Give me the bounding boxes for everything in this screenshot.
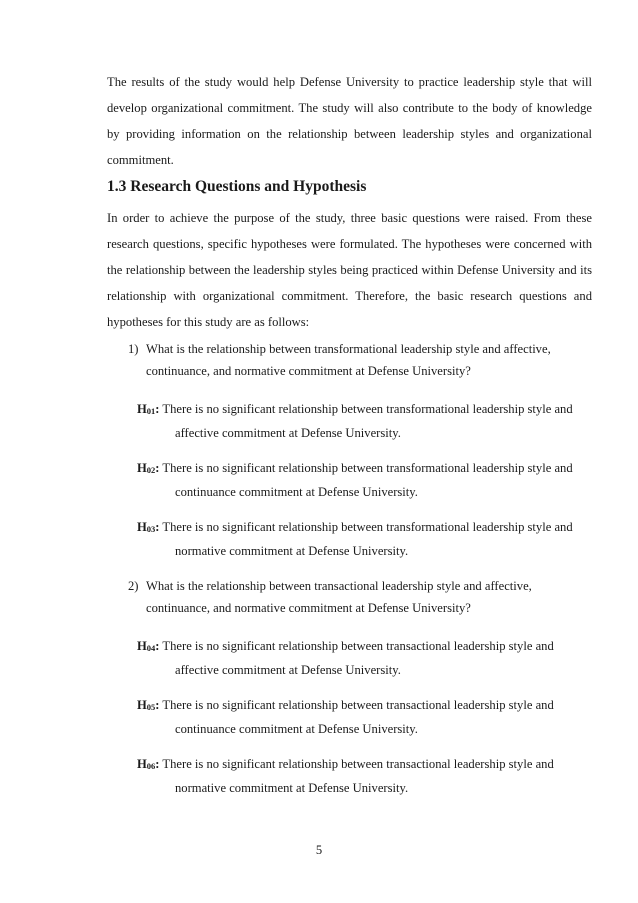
hypothesis-text-line1: There is no significant relationship between transformational leadership style and [162, 461, 573, 475]
hypothesis-h06 [137, 753, 592, 799]
question-number: 2) [128, 579, 139, 593]
intro-paragraph: The results of the study would help Defense University to practice leadership style that will develop organizational commitment. The study will also contribute to the body of knowledge by providing information on the relationship between leadership styles and organizational commitment. [107, 75, 592, 167]
question-text-line1: What is the relationship between transactional leadership style and affective, [146, 579, 532, 593]
hypothesis-h02 [137, 457, 592, 503]
hypothesis-text-line1: There is no significant relationship between transactional leadership style and [162, 698, 554, 712]
hypothesis-text-line2: affective commitment at Defense University. [175, 426, 401, 440]
hypothesis-text-line1: There is no significant relationship between transformational leadership style and [162, 402, 573, 416]
hypothesis-text-line1: There is no significant relationship between transactional leadership style and [162, 639, 554, 653]
hypothesis-code: $H_{04}$: [137, 639, 160, 653]
hypothesis-text-line2: normative commitment at Defense University. [175, 781, 409, 795]
hypothesis-h01 [137, 398, 592, 444]
section-heading: 1.3 Research Questions and Hypothesis [107, 178, 367, 195]
hypothesis-code: $H_{02}$: [137, 461, 160, 475]
hypothesis-text-line2: affective commitment at Defense University. [175, 663, 401, 677]
research-question-1 [128, 338, 592, 382]
question-text-line2: continuance, and normative commitment at Defense University? [146, 601, 471, 615]
hypothesis-h04 [137, 635, 592, 681]
research-question-2 [128, 575, 592, 619]
hypothesis-code: $H_{01}$: [137, 402, 160, 416]
hypothesis-code: $H_{03}$: [137, 520, 160, 534]
hypothesis-text-line2: continuance commitment at Defense University. [175, 722, 418, 736]
hypothesis-code: $H_{06}$: [137, 757, 160, 771]
hypothesis-text-line1: There is no significant relationship between transformational leadership style and [162, 520, 573, 534]
question-text-line2: continuance, and normative commitment at Defense University? [146, 364, 471, 378]
hypothesis-text-line1: There is no significant relationship between transactional leadership style and [162, 757, 554, 771]
page-number: 5 [315, 843, 323, 857]
hypothesis-code: $H_{05}$: [137, 698, 160, 712]
question-number: 1) [128, 342, 139, 356]
question-text-line1: What is the relationship between transformational leadership style and affective, [146, 342, 551, 356]
hypothesis-text-line2: normative commitment at Defense University. [175, 544, 409, 558]
hypothesis-text-line2: continuance commitment at Defense University. [175, 485, 418, 499]
hypothesis-h03 [137, 516, 592, 562]
hypothesis-h05 [137, 694, 592, 740]
section-paragraph: In order to achieve the purpose of the study, three basic questions were raised. From these research questions, specific hypotheses were formulated. The hypotheses were concerned with the relationship between the leadership styles being practiced within Defense University and its relationship with organizational commitment. Therefore, the basic research questions and hypotheses for this study are as follows: [107, 211, 592, 329]
